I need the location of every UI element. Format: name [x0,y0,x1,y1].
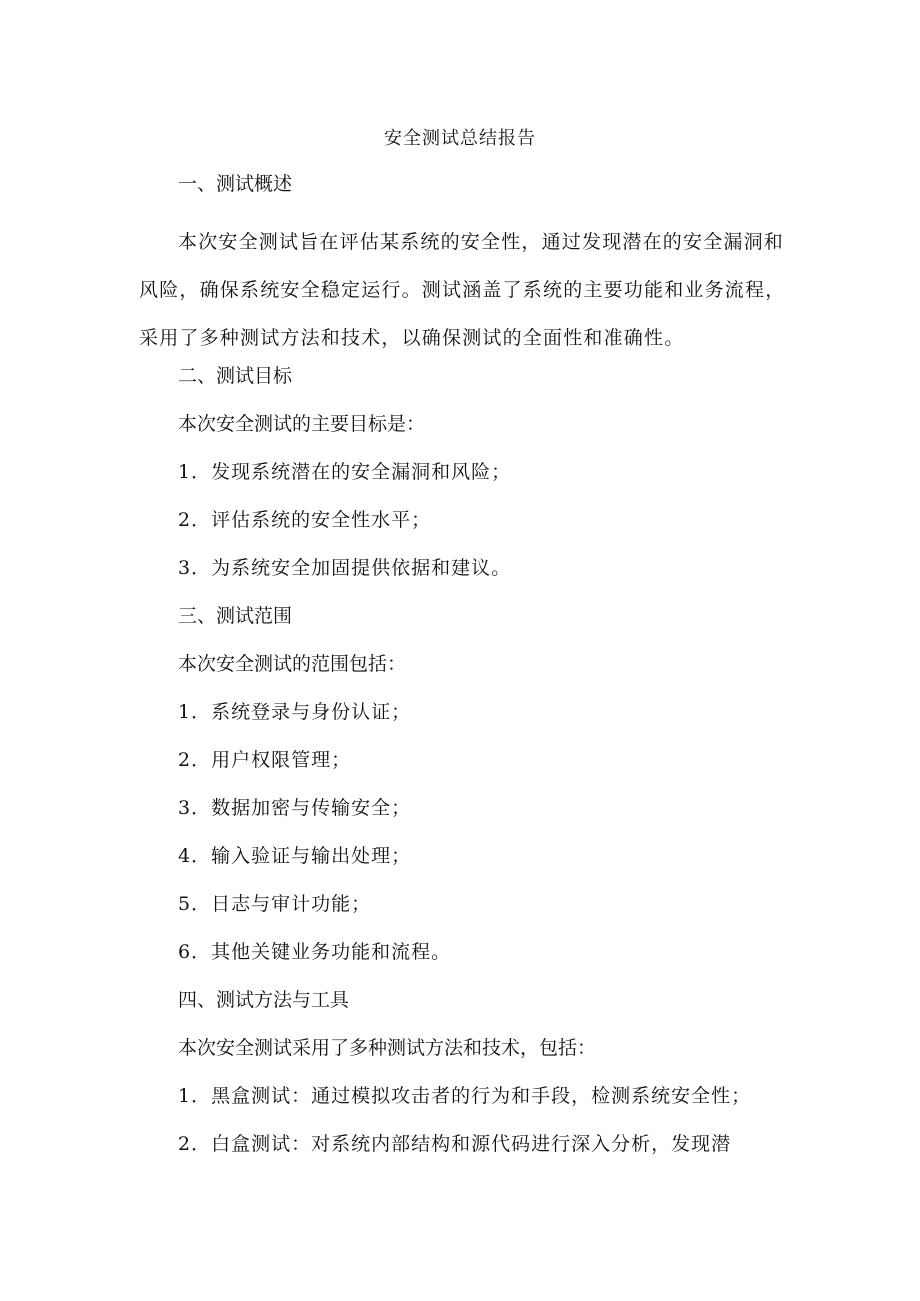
methods-item-2: 2．白盒测试：对系统内部结构和源代码进行深入分析，发现潜 [178,1133,732,1155]
objectives-item-1: 1．发现系统潜在的安全漏洞和风险； [178,461,512,483]
methods-item-1: 1．黑盒测试：通过模拟攻击者的行为和手段，检测系统安全性； [178,1085,752,1107]
overview-paragraph: 本次安全测试旨在评估某系统的安全性，通过发现潜在的安全漏洞和风险，确保系统安全稳定运行。测试涵盖了系统的主要功能和业务流程，采用了多种测试方法和技术，以确保测试的全面性和准确性。 [139,231,786,349]
section-heading-objectives: 二、测试目标 [178,365,293,387]
scope-item-5: 5．日志与审计功能； [178,893,372,915]
document-title: 安全测试总结报告 [384,128,536,149]
objectives-item-2: 2．评估系统的安全性水平； [178,509,432,531]
scope-item-6: 6．其他关键业务功能和流程。 [178,941,452,963]
scope-item-1: 1．系统登录与身份认证； [178,701,412,723]
objectives-item-3: 3．为系统安全加固提供依据和建议。 [178,557,512,579]
methods-intro: 本次安全测试采用了多种测试方法和技术，包括： [178,1037,597,1059]
scope-item-2: 2．用户权限管理； [178,749,352,771]
section-heading-scope: 三、测试范围 [178,605,293,627]
scope-item-4: 4．输入验证与输出处理； [178,845,412,867]
section-heading-methods: 四、测试方法与工具 [178,989,350,1011]
section-heading-overview: 一、测试概述 [178,173,293,195]
scope-item-3: 3．数据加密与传输安全； [178,797,412,819]
scope-intro: 本次安全测试的范围包括： [178,653,407,675]
objectives-intro: 本次安全测试的主要目标是： [178,413,426,435]
